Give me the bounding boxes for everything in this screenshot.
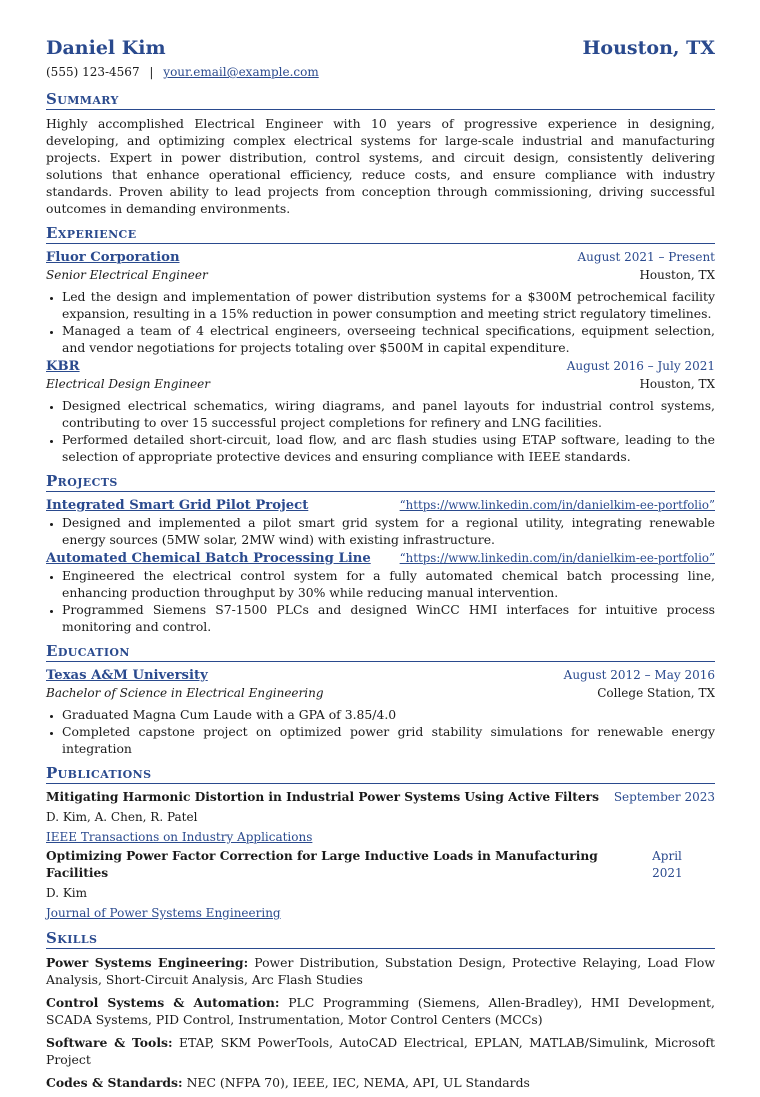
employer-name[interactable]: KBR <box>46 359 80 374</box>
section-title-skills: Skills <box>46 930 715 949</box>
bullet-item: • Programmed Siemens S7-1500 PLCs and designed WinCC HMI interfaces for intuitive process monitoring and control. <box>62 601 715 635</box>
experience-entry <box>46 249 715 356</box>
candidate-name: Daniel Kim <box>46 37 166 59</box>
skill-category: Control Systems & Automation: <box>46 995 280 1010</box>
bullet-item: • Designed electrical schematics, wiring diagrams, and panel layouts for industrial control systems, contributing to over 15 successful project completions for refinery and LNG facilities. <box>62 397 715 431</box>
bullet-item: • Led the design and implementation of power distribution systems for a $300M petrochemical facility expansion, resulting in a 15% reduction in power consumption and meeting strict regulatory timelines. <box>62 288 715 322</box>
skill-group <box>46 994 715 1028</box>
skill-list: PLC Programming (Siemens, Allen-Bradley), HMI Development, SCADA Systems, PID Control, Instrumentation, Motor Control Centers (MCCs) <box>46 995 715 1027</box>
section-title-experience: Experience <box>46 225 715 244</box>
job-title: Electrical Design Engineer <box>46 377 210 391</box>
candidate-location: Houston, TX <box>582 37 715 59</box>
experience-bullets <box>46 288 715 356</box>
skill-list: ETAP, SKM PowerTools, AutoCAD Electrical, EPLAN, MATLAB/Simulink, Microsoft Project <box>46 1035 715 1067</box>
section-title-publications: Publications <box>46 765 715 784</box>
school-name[interactable]: Texas A&M University <box>46 668 208 683</box>
publication-authors: D. Kim, A. Chen, R. Patel <box>46 810 198 824</box>
contact-line <box>46 64 715 81</box>
job-title: Senior Electrical Engineer <box>46 268 208 282</box>
employer-name[interactable]: Fluor Corporation <box>46 250 180 265</box>
publication-date: April 2021 <box>652 849 683 880</box>
project-entry <box>46 550 715 635</box>
experience-bullets <box>46 397 715 465</box>
publication-entry <box>46 789 715 846</box>
skill-category: Software & Tools: <box>46 1035 173 1050</box>
skill-group <box>46 954 715 988</box>
project-entry <box>46 497 715 548</box>
bullet-item: • Graduated Magna Cum Laude with a GPA of 3.85/4.0 <box>62 706 715 723</box>
email-link[interactable]: your.email@example.com <box>163 65 319 79</box>
project-bullets <box>46 567 715 635</box>
job-location: Houston, TX <box>639 377 715 391</box>
skill-category: Codes & Standards: <box>46 1075 183 1090</box>
header <box>46 37 715 59</box>
education-entry <box>46 667 715 757</box>
employment-dates: August 2016 – July 2021 <box>566 359 715 373</box>
project-bullets <box>46 514 715 548</box>
bullet-item: • Engineered the electrical control system for a fully automated chemical batch processing line, enhancing production throughput by 30% while reducing manual intervention. <box>62 567 715 601</box>
bullet-item: • Performed detailed short-circuit, load flow, and arc flash studies using ETAP software, leading to the selection of appropriate protective devices and ensuring compliance with IEEE standards. <box>62 431 715 465</box>
project-title[interactable]: Automated Chemical Batch Processing Line <box>46 551 371 566</box>
contact-separator: | <box>149 65 154 79</box>
bullet-item: • Managed a team of 4 electrical engineers, overseeing technical specifications, equipment selection, and vendor negotiations for projects totaling over $500M in capital expenditure. <box>62 322 715 356</box>
project-link[interactable]: “https://www.linkedin.com/in/danielkim-ee-portfolio” <box>399 551 715 565</box>
summary-text: Highly accomplished Electrical Engineer with 10 years of progressive experience in designing, developing, and optimizing complex electrical systems for large-scale industrial and manufacturing projects. Expert in power distribution, control systems, and circuit design, consistently delivering solutions that enhance operational efficiency, reduce costs, and ensure compliance with industry standards. Proven ability to lead projects from conception through commissioning, driving successful outcomes in demanding environments. <box>46 116 715 216</box>
publication-title: Optimizing Power Factor Correction for Large Inductive Loads in Manufacturing Facilities <box>46 849 598 880</box>
section-title-summary: Summary <box>46 91 715 110</box>
skill-group <box>46 1034 715 1068</box>
project-link[interactable]: “https://www.linkedin.com/in/danielkim-ee-portfolio” <box>399 498 715 512</box>
skill-category: Power Systems Engineering: <box>46 955 249 970</box>
skill-list: Power Distribution, Substation Design, Protective Relaying, Load Flow Analysis, Short-Circuit Analysis, Arc Flash Studies <box>46 955 715 987</box>
publication-authors: D. Kim <box>46 886 88 900</box>
publication-venue-link[interactable]: Journal of Power Systems Engineering <box>46 906 281 920</box>
experience-entry <box>46 358 715 465</box>
publication-date: September 2023 <box>613 790 715 804</box>
education-bullets <box>46 706 715 757</box>
publication-title: Mitigating Harmonic Distortion in Industrial Power Systems Using Active Filters <box>46 790 599 804</box>
job-location: Houston, TX <box>639 268 715 282</box>
section-title-education: Education <box>46 643 715 662</box>
project-title[interactable]: Integrated Smart Grid Pilot Project <box>46 498 309 513</box>
skill-group <box>46 1074 715 1091</box>
skill-list: NEC (NFPA 70), IEEE, IEC, NEMA, API, UL Standards <box>186 1075 530 1090</box>
bullet-item: • Completed capstone project on optimized power grid stability simulations for renewable energy integration <box>62 723 715 757</box>
employment-dates: August 2021 – Present <box>577 250 715 264</box>
publication-venue-link[interactable]: IEEE Transactions on Industry Applications <box>46 830 313 844</box>
degree: Bachelor of Science in Electrical Engineering <box>46 686 324 700</box>
resume-page <box>46 37 715 1097</box>
phone-number: (555) 123-4567 <box>46 65 140 79</box>
publication-entry <box>46 848 715 922</box>
bullet-item: • Designed and implemented a pilot smart grid system for a regional utility, integrating renewable energy sources (5MW solar, 2MW wind) with existing infrastructure. <box>62 514 715 548</box>
section-title-projects: Projects <box>46 473 715 492</box>
school-location: College Station, TX <box>597 686 715 700</box>
education-dates: August 2012 – May 2016 <box>563 668 715 682</box>
